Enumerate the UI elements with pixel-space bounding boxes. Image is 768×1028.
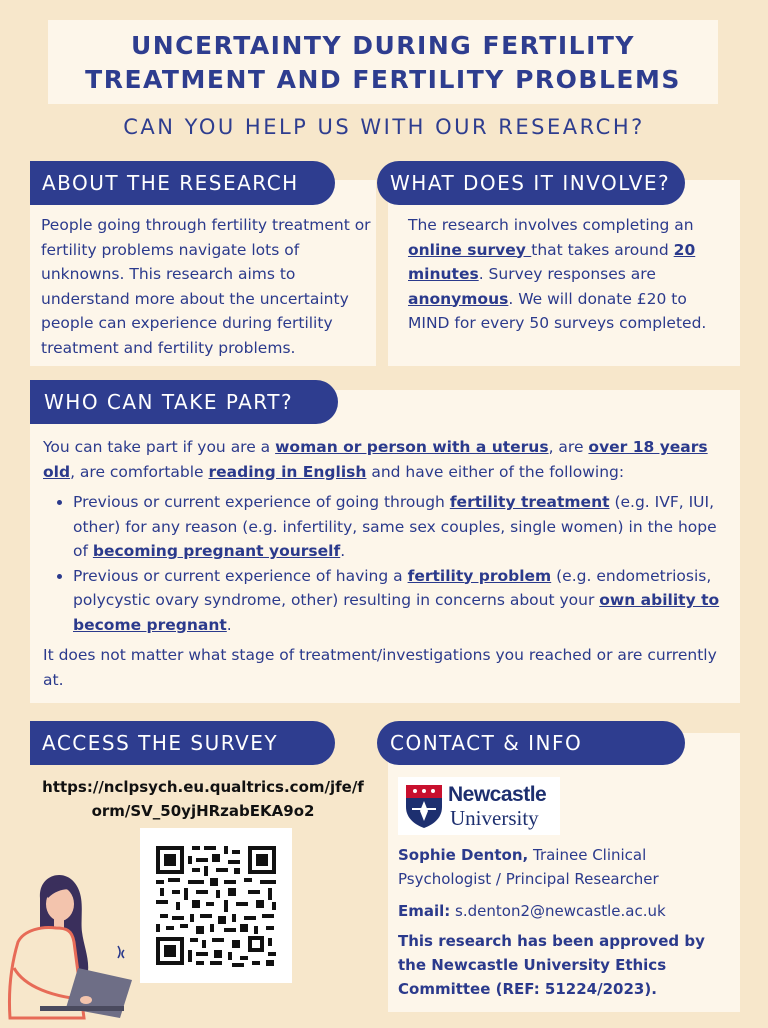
b2-b: (e.g. endometriosis, polycystic ovary syndrome, other) resulting in concerns about your <box>73 566 712 609</box>
who-text <box>43 435 733 692</box>
about-card <box>30 180 376 366</box>
criteria-list <box>43 490 733 637</box>
b1-link1: fertility treatment <box>449 493 610 511</box>
involve-heading: WHAT DOES IT INVOLVE? <box>377 161 685 205</box>
page-title-line1: UNCERTAINTY DURING FERTILITY <box>130 31 636 60</box>
logo-word-university: University <box>450 806 539 830</box>
page-title <box>48 20 718 97</box>
anonymous-text: anonymous <box>408 289 509 308</box>
woman-with-laptop-illustration <box>0 868 150 1024</box>
involve-card <box>388 180 740 366</box>
qr-code[interactable] <box>140 828 292 983</box>
involve-text-4: . We will donate £20 to MIND for every 50 surveys completed. <box>408 289 707 332</box>
qr-code-graphic <box>140 828 292 983</box>
involve-text-1: The research involves completing an <box>408 216 694 234</box>
who-paragraph-2: It does not matter what stage of treatment/investigations you reached or are currently at. <box>43 646 717 689</box>
email-label: Email: <box>398 902 451 920</box>
who-p1-link3: reading in English <box>208 462 367 481</box>
twenty-minutes-text: 20 minutes <box>408 240 696 283</box>
criteria-item-problem <box>73 564 733 638</box>
involve-text-2: that takes around <box>531 240 674 259</box>
who-p1-link2: over 18 years old <box>43 438 708 481</box>
contact-heading: CONTACT & INFO <box>377 721 685 765</box>
b1-a: Previous or current experience of going through <box>73 493 450 511</box>
contact-name: Sophie Denton, <box>398 846 529 864</box>
survey-url[interactable] <box>30 775 376 823</box>
logo-word-newcastle: Newcastle <box>448 783 547 806</box>
b1-link2: becoming pregnant yourself <box>92 542 341 560</box>
b1-b: (e.g. IVF, IUI, other) for any reason (e.g. infertility, same sex couples, single women) in the hope of <box>73 493 717 560</box>
criteria-item-treatment <box>73 490 733 564</box>
b2-c: . <box>226 615 232 634</box>
who-p1-c: , are comfortable <box>70 462 209 481</box>
title-banner <box>48 20 718 104</box>
survey-url-line2: orm/SV_50yjHRzabEKA9o2 <box>91 802 315 820</box>
illustration-graphic <box>0 868 150 1024</box>
contact-email-row <box>398 899 728 924</box>
b2-a: Previous or current experience of having a <box>73 566 408 585</box>
who-p1-d: and have either of the following: <box>366 462 625 481</box>
about-text: People going through fertility treatment or fertility problems navigate lots of unknowns. This research aims to understand more about the uncertainty people can experience during fertility treatment and fertility problems. <box>41 216 371 357</box>
online-survey-link[interactable]: online survey <box>408 240 532 259</box>
access-heading: ACCESS THE SURVEY <box>30 721 335 765</box>
page-title-line2: TREATMENT AND FERTILITY PROBLEMS <box>85 65 681 94</box>
email-link[interactable]: s.denton2@newcastle.ac.uk <box>450 902 666 920</box>
subtitle: CAN YOU HELP US WITH OUR RESEARCH? <box>123 115 645 139</box>
contact-person <box>398 843 728 891</box>
who-p1-b: , are <box>548 438 589 456</box>
b1-c: . <box>340 542 346 560</box>
who-p1-a: You can take part if you are a <box>43 438 276 456</box>
survey-url-line1: https://nclpsych.eu.qualtrics.com/jfe/f <box>42 778 364 796</box>
b2-link1: fertility problem <box>407 566 552 585</box>
who-paragraph-1 <box>43 435 733 484</box>
about-heading: ABOUT THE RESEARCH <box>30 161 335 205</box>
contact-card <box>388 733 740 1012</box>
shield-icon <box>404 783 444 829</box>
who-heading: WHO CAN TAKE PART? <box>30 380 338 424</box>
newcastle-logo <box>398 777 560 835</box>
involve-text <box>408 213 718 336</box>
ethics-statement: This research has been approved by the Newcastle University Ethics Committee (REF: 51224/2023). <box>398 932 705 998</box>
contact-role: Trainee Clinical Psychologist / Principal Researcher <box>398 846 659 888</box>
who-p1-link1: woman or person with a uterus <box>275 438 549 456</box>
b2-link2: own ability to become pregnant <box>73 591 720 634</box>
who-card <box>30 390 740 703</box>
involve-text-3: . Survey responses are <box>478 265 656 283</box>
